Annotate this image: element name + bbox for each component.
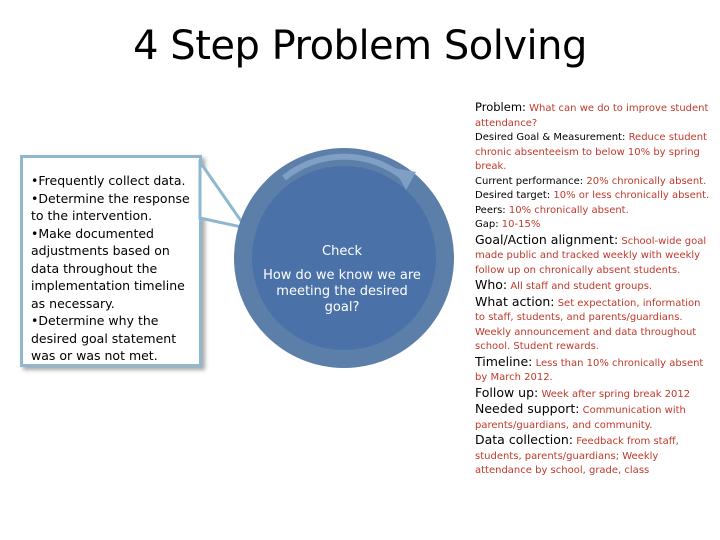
action-plan-panel: [475, 100, 710, 479]
support-row: [475, 402, 710, 433]
action-value: Set expectation, information to staff, students, and parents/guardians. Weekly announcement and data throughout school. Student rewards.: [475, 297, 701, 352]
step-question: How do we know we are meeting the desired goal?: [263, 268, 421, 315]
target-row: [475, 189, 710, 204]
goal-row: [475, 131, 710, 175]
followup-row: [475, 386, 710, 403]
current-value: 20% chronically absent.: [586, 175, 707, 187]
followup-label: Follow up:: [475, 384, 539, 400]
callout-item: •Frequently collect data.: [31, 173, 186, 188]
callout-item: •Determine the response to the intervention.: [31, 190, 190, 223]
goal-label: Desired Goal & Measurement:: [475, 132, 626, 143]
timeline-row: [475, 355, 710, 386]
target-value: 10% or less chronically absent.: [553, 190, 710, 201]
callout-item: •Make documented adjustments based on data throughout the implementation timeline as necessary.: [31, 225, 185, 311]
gap-label: Gap:: [475, 219, 499, 230]
collection-row: [475, 433, 710, 479]
who-label: Who:: [475, 277, 508, 292]
problem-label: Problem:: [475, 100, 526, 114]
gap-value: 10-15%: [501, 219, 541, 230]
alignment-row: [475, 233, 710, 279]
goal-value: Reduce student chronic absenteeism to below 10% by spring break.: [475, 132, 707, 172]
collection-value: Feedback from staff, students, parents/guardians; Weekly attendance by school, grade, class: [475, 436, 679, 476]
gap-row: [475, 218, 710, 233]
check-step-callout: [20, 155, 202, 367]
action-row: [475, 295, 710, 355]
step-label: Check: [322, 244, 362, 259]
peers-value: 10% chronically absent.: [508, 204, 629, 216]
slide-title: 4 Step Problem Solving: [133, 23, 587, 69]
peers-row: [475, 204, 710, 219]
who-row: [475, 278, 710, 295]
current-row: [475, 175, 710, 190]
alignment-label: Goal/Action alignment:: [475, 231, 619, 247]
collection-label: Data collection:: [475, 432, 574, 447]
cycle-center-text: [258, 244, 426, 316]
target-label: Desired target:: [475, 190, 551, 201]
who-value: All staff and student groups.: [510, 281, 653, 292]
problem-value: What can we do to improve student attendance?: [475, 103, 709, 129]
support-label: Needed support:: [475, 401, 580, 416]
timeline-value: Less than 10% chronically absent by March 2012.: [475, 357, 704, 383]
current-label: Current performance:: [475, 175, 584, 187]
callout-item: •Determine why the desired goal statement was or was not met.: [31, 313, 177, 363]
followup-value: Week after spring break 2012: [541, 388, 691, 400]
timeline-label: Timeline:: [475, 353, 533, 369]
peers-label: Peers:: [475, 204, 506, 216]
alignment-value: School-wide goal made public and tracked weekly with weekly follow up on chronically absent students.: [475, 235, 707, 276]
problem-row: [475, 100, 710, 131]
action-label: What action:: [475, 293, 555, 309]
support-value: Communication with parents/guardians, and community.: [475, 405, 686, 431]
